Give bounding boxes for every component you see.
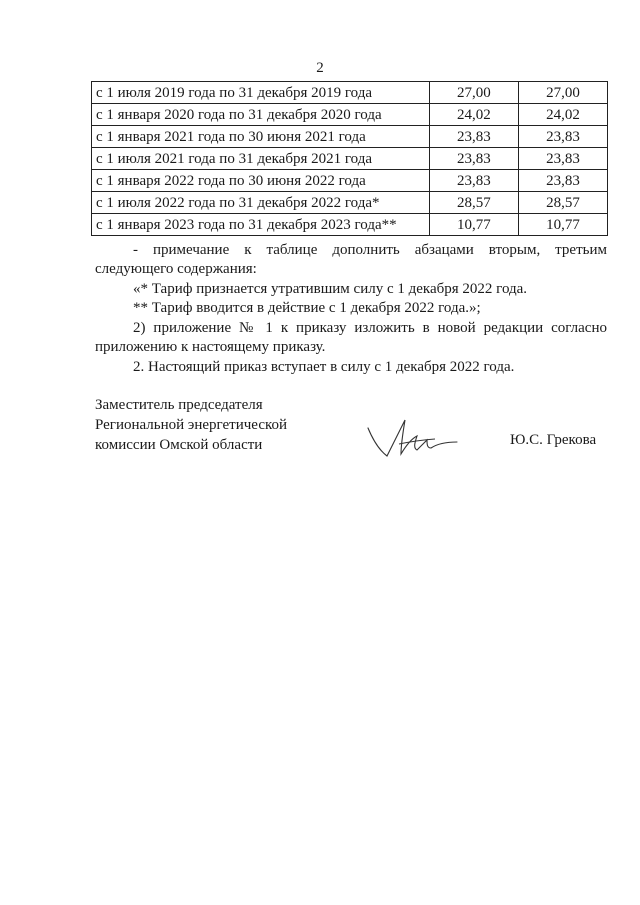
- table-row: [92, 82, 608, 104]
- note-paragraph-line2: следующего содержания:: [95, 261, 257, 277]
- signer-position-line3: комиссии Омской области: [95, 437, 263, 453]
- value-cell-1: 28,57: [429, 192, 518, 214]
- period-cell: с 1 января 2020 года по 31 декабря 2020 года: [92, 104, 430, 126]
- footnote-1: «* Тариф признается утратившим силу с 1 декабря 2022 года.: [133, 281, 528, 297]
- value-cell-1: 27,00: [429, 82, 518, 104]
- signer-position-line2: Региональной энергетической: [95, 417, 288, 433]
- note-paragraph-line1: - примечание к таблице дополнить абзацами вторым, третьим: [133, 242, 607, 258]
- period-cell: с 1 января 2021 года по 30 июня 2021 года: [92, 126, 430, 148]
- table-row: [92, 104, 608, 126]
- item2-paragraph-line2: приложению к настоящему приказу.: [95, 339, 326, 355]
- signer-position: [95, 395, 287, 455]
- period-cell: с 1 января 2023 года по 31 декабря 2023 года**: [92, 214, 430, 236]
- value-cell-2: 23,83: [518, 126, 607, 148]
- value-cell-2: 24,02: [518, 104, 607, 126]
- table-row: [92, 148, 608, 170]
- period-cell: с 1 января 2022 года по 30 июня 2022 года: [92, 170, 430, 192]
- value-cell-1: 23,83: [429, 148, 518, 170]
- value-cell-1: 23,83: [429, 170, 518, 192]
- value-cell-2: 10,77: [518, 214, 607, 236]
- tariff-table: [91, 81, 608, 236]
- clause-2: 2. Настоящий приказ вступает в силу с 1 декабря 2022 года.: [133, 359, 515, 375]
- signer-position-line1: Заместитель председателя: [95, 397, 263, 413]
- value-cell-1: 10,77: [429, 214, 518, 236]
- value-cell-2: 23,83: [518, 170, 607, 192]
- value-cell-2: 28,57: [518, 192, 607, 214]
- table-row: [92, 192, 608, 214]
- signer-name: Ю.С. Грекова: [510, 432, 597, 448]
- value-cell-1: 23,83: [429, 126, 518, 148]
- table-row: [92, 214, 608, 236]
- page-number: 2: [316, 60, 324, 76]
- table-row: [92, 170, 608, 192]
- period-cell: с 1 июля 2021 года по 31 декабря 2021 года: [92, 148, 430, 170]
- value-cell-2: 27,00: [518, 82, 607, 104]
- table-row: [92, 126, 608, 148]
- period-cell: с 1 июля 2019 года по 31 декабря 2019 года: [92, 82, 430, 104]
- item2-paragraph-line1: 2) приложение № 1 к приказу изложить в новой редакции согласно: [133, 320, 607, 336]
- handwritten-signature: [365, 414, 465, 464]
- value-cell-1: 24,02: [429, 104, 518, 126]
- value-cell-2: 23,83: [518, 148, 607, 170]
- period-cell: с 1 июля 2022 года по 31 декабря 2022 года*: [92, 192, 430, 214]
- footnote-2: ** Тариф вводится в действие с 1 декабря 2022 года.»;: [133, 300, 481, 316]
